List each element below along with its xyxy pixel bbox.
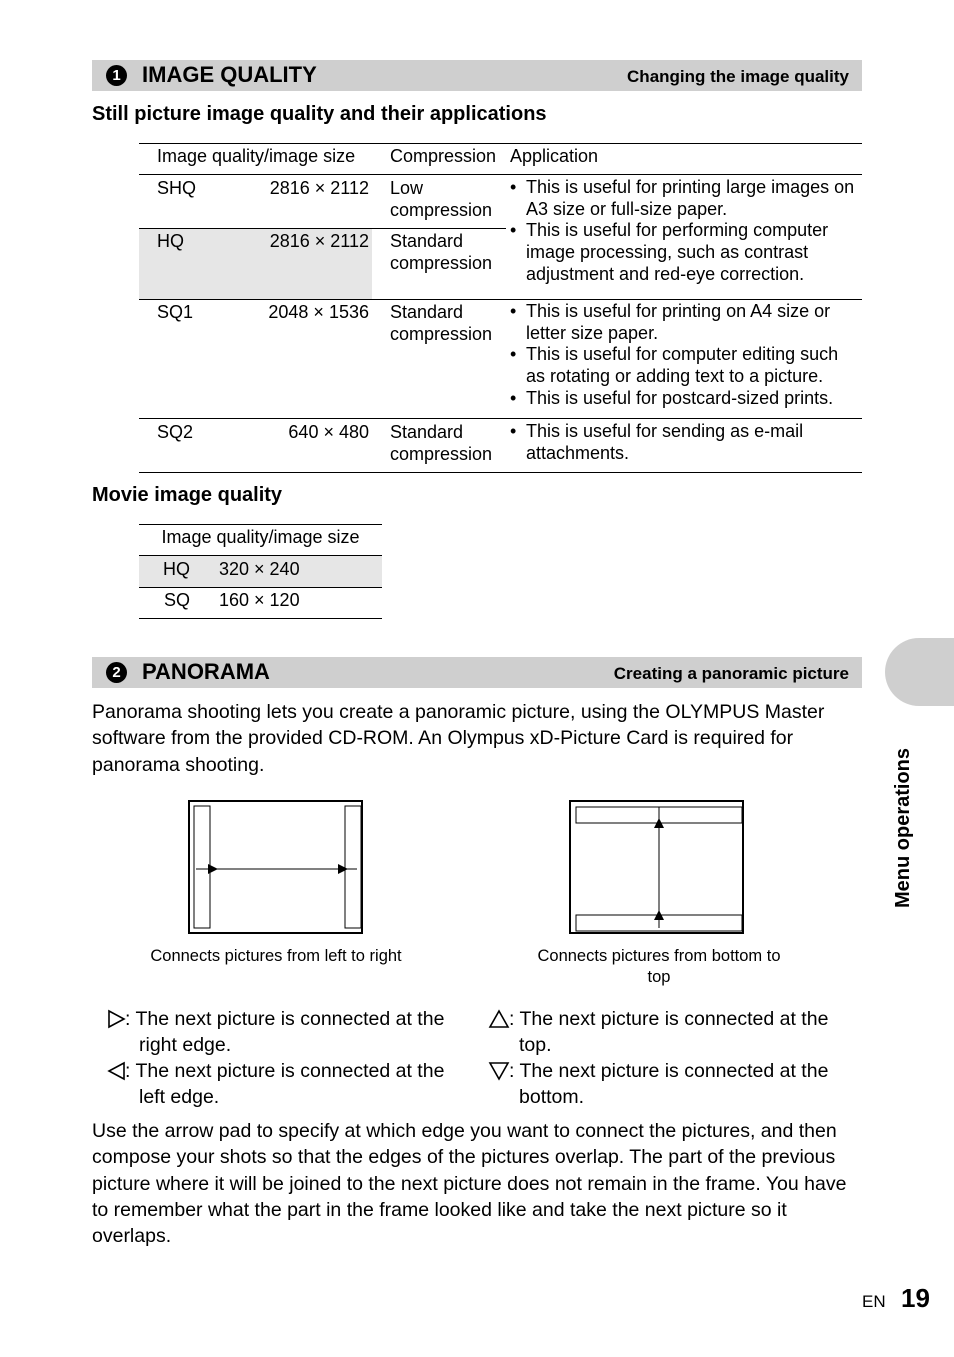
section-subtitle: Changing the image quality [627, 67, 849, 86]
list-item: • This is useful for sending as e-mail attachments. [510, 421, 860, 464]
header-application: Application [510, 146, 599, 166]
table-cell-mode: SHQ [157, 178, 197, 198]
page-number: 19 [901, 1283, 930, 1313]
table-cell-mode: SQ [164, 590, 191, 610]
header-size: Image quality/image size [161, 527, 360, 547]
application-list-shq-hq [510, 177, 860, 286]
diagram-caption-right: Connects pictures from bottom to top [537, 947, 781, 986]
table-rule [139, 472, 862, 473]
section-number-badge: 1 [106, 65, 127, 86]
table-cell-mode: HQ [157, 231, 184, 251]
list-item: • This is useful for printing large images on A3 size or full-size paper. [510, 177, 860, 220]
diagram-caption-left: Connects pictures from left to right [150, 947, 402, 965]
list-item: • This is useful for performing computer image processing, such as contrast adjustment and red-eye correction. [510, 220, 860, 285]
panorama-intro: Panorama shooting lets you create a panoramic picture, using the OLYMPUS Master software from the provided CD-ROM. An Olympus xD-Picture Card is required for panorama shooting. [92, 701, 825, 776]
table-rule [372, 228, 506, 229]
list-item: • This is useful for computer editing such as rotating or adding text to a picture. [510, 344, 860, 387]
side-tab-marker [885, 638, 954, 706]
section-header-image-quality [92, 60, 862, 91]
diagram-left-to-right [188, 800, 363, 934]
panorama-horizontal-illustration [190, 802, 361, 932]
table-rule [139, 587, 382, 588]
table-rule [139, 524, 382, 525]
table-cell-size: 320 × 240 [219, 559, 300, 579]
section-title: PANORAMA [142, 659, 270, 684]
legend-text: : The next picture is connected at the right edge. [125, 1008, 445, 1057]
table-rule [139, 174, 862, 175]
diagram-bottom-to-top [569, 800, 744, 934]
section-number-badge: 2 [106, 662, 127, 683]
section-subtitle: Creating a panoramic picture [613, 664, 849, 683]
table-rule [139, 418, 862, 419]
legend-text: : The next picture is connected at the left edge. [125, 1060, 445, 1109]
table-cell-compression: Standard compression [390, 302, 493, 344]
table-cell-size: 2048 × 1536 [268, 302, 369, 322]
table-rule [139, 299, 862, 300]
table-cell-size: 2816 × 2112 [269, 178, 369, 198]
legend-text: : The next picture is connected at the top. [509, 1008, 829, 1057]
section-title: IMAGE QUALITY [142, 62, 317, 87]
list-item: • This is useful for printing on A4 size or letter size paper. [510, 301, 860, 344]
table-cell-mode: SQ1 [157, 302, 194, 322]
table-cell-mode: HQ [163, 559, 190, 579]
triangle-left-icon [106, 1061, 126, 1081]
table-rule [139, 228, 372, 229]
table-rule [139, 618, 382, 619]
application-list-sq1 [510, 301, 860, 410]
legend-text: : The next picture is connected at the bottom. [509, 1060, 829, 1109]
header-size: Image quality/image size [157, 146, 356, 166]
side-tab-label: Menu operations [892, 747, 914, 908]
application-list-sq2 [510, 421, 860, 464]
language-label: EN [862, 1292, 886, 1311]
table-cell-mode: SQ2 [157, 422, 194, 442]
panorama-vertical-illustration [571, 802, 742, 932]
table-rule [139, 143, 862, 144]
triangle-up-icon [488, 1009, 510, 1029]
header-compression: Compression [390, 146, 497, 166]
movie-quality-heading: Movie image quality [92, 484, 283, 506]
section-header-panorama [92, 657, 862, 688]
triangle-right-icon [106, 1009, 126, 1029]
list-item: • This is useful for postcard-sized prints. [510, 388, 860, 410]
table-cell-compression: Low compression [390, 178, 493, 220]
table-cell-compression: Standard compression [390, 231, 493, 273]
table-cell-size: 2816 × 2112 [269, 231, 369, 251]
panorama-instructions: Use the arrow pad to specify at which edge you want to connect the pictures, and then compose your shots so that the edges of the pictures overlap. The part of the previous picture where it will be joined to the next picture does not remain in the frame. You have to remember what the part in the frame looked like and take the next picture so it overlaps. [92, 1120, 847, 1248]
table-cell-compression: Standard compression [390, 422, 493, 464]
still-quality-heading: Still picture image quality and their applications [92, 103, 547, 125]
table-cell-size: 160 × 120 [219, 590, 300, 610]
table-cell-size: 640 × 480 [288, 422, 369, 442]
triangle-down-icon [488, 1061, 510, 1081]
